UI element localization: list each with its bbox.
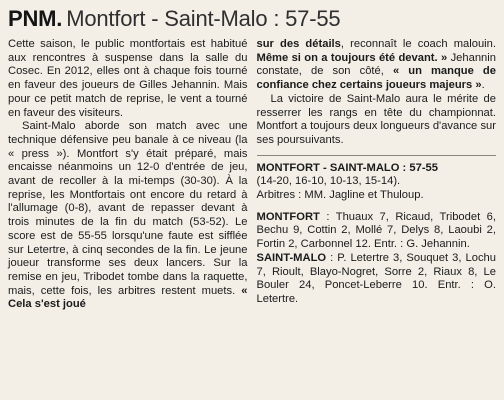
quote-end: .	[481, 79, 485, 92]
paragraph-quotes	[257, 38, 497, 93]
score-box	[257, 162, 497, 203]
team-montfort-players: : Thuaux 7, Ricaud, Tribodet 6, Bechu 9, Cottin 2, Mollé 7, Delys 8, Laoubi 2, Fortin 2, Carbonnel 12. Entr. : G. Jehannin.	[256, 210, 496, 251]
article-columns	[8, 38, 496, 312]
referees: Arbitres : MM. Jagline et Thuloup.	[256, 189, 424, 202]
coach-quote-start: « Cela s'est joué	[8, 284, 248, 311]
divider	[257, 155, 497, 156]
team-saint-malo	[257, 252, 497, 307]
coach-quote-continued: sur des détails	[256, 38, 341, 50]
team-saint-malo-players: : P. Letertre 3, Souquet 3, Lochu 7, Rioult, Blayo-Nogret, Sorre 2, Riaux 8, Le Bouler 24, Poncet-Leberre 10. Entr. : O. Letertre.	[256, 251, 496, 305]
score-title: MONTFORT - SAINT-MALO : 57-55	[256, 161, 438, 174]
paragraph-standings: La victoire de Saint-Malo aura le mérite de resserrer les rangs en tête du championnat. Montfort a toujours deux longueurs d'avance sur ses poursuivants.	[256, 92, 496, 146]
jehannin-remark: Jehannin constate, de son côté,	[256, 51, 496, 78]
team-montfort-name: MONTFORT	[256, 210, 320, 223]
confidence-quote: « un manque de confiance chez certains joueurs majeurs »	[256, 65, 496, 92]
team-saint-malo-name: SAINT-MALO	[256, 251, 327, 264]
quarter-scores: (14-20, 16-10, 10-13, 15-14).	[256, 175, 401, 188]
coach-quote-second: Même si on a toujours été devant. »	[256, 51, 448, 64]
right-column	[257, 38, 497, 312]
spacer	[257, 203, 497, 211]
left-column	[8, 38, 248, 312]
paragraph-intro: Cette saison, le public montfortais est habitué aux rencontres à suspense dans la salle du Cosec. En 2012, elles ont à chaque fois tourné en faveur des joueurs de Gilles Jehannin. Mais pour ce petit match de reprise, le vent a tourné en faveur des visiteurs.	[8, 38, 248, 119]
league-tag: PNM.	[8, 6, 63, 31]
match-report-text: Saint-Malo aborde son match avec une technique défensive peu banale à ce niveau (la « press »). Montfort s'y était préparé, mais encaisse néanmoins un 12-0 d'entrée de jeu, avant de recoller à la mi-temps (30-30). À la reprise, les Montfortais ont encore du retard à l'allumage (0-8), avant de repasser devant à trois minutes de la fin du match (53-52). Le score est de 55-55 lorsqu'une faute est sifflée sur Letertre, à cinq secondes de la fin. Le jeune joueur transforme ses deux lancers. Sur la remise en jeu, Tribodet tombe dans la raquette, mais, cette fois, les arbitres restent muets.	[8, 120, 248, 297]
headline	[8, 6, 496, 34]
quote-attribution: , reconnaît le coach malouin.	[340, 38, 496, 50]
paragraph-match-report	[8, 120, 248, 312]
team-montfort	[257, 211, 497, 252]
match-title: Montfort - Saint-Malo : 57-55	[66, 6, 341, 31]
